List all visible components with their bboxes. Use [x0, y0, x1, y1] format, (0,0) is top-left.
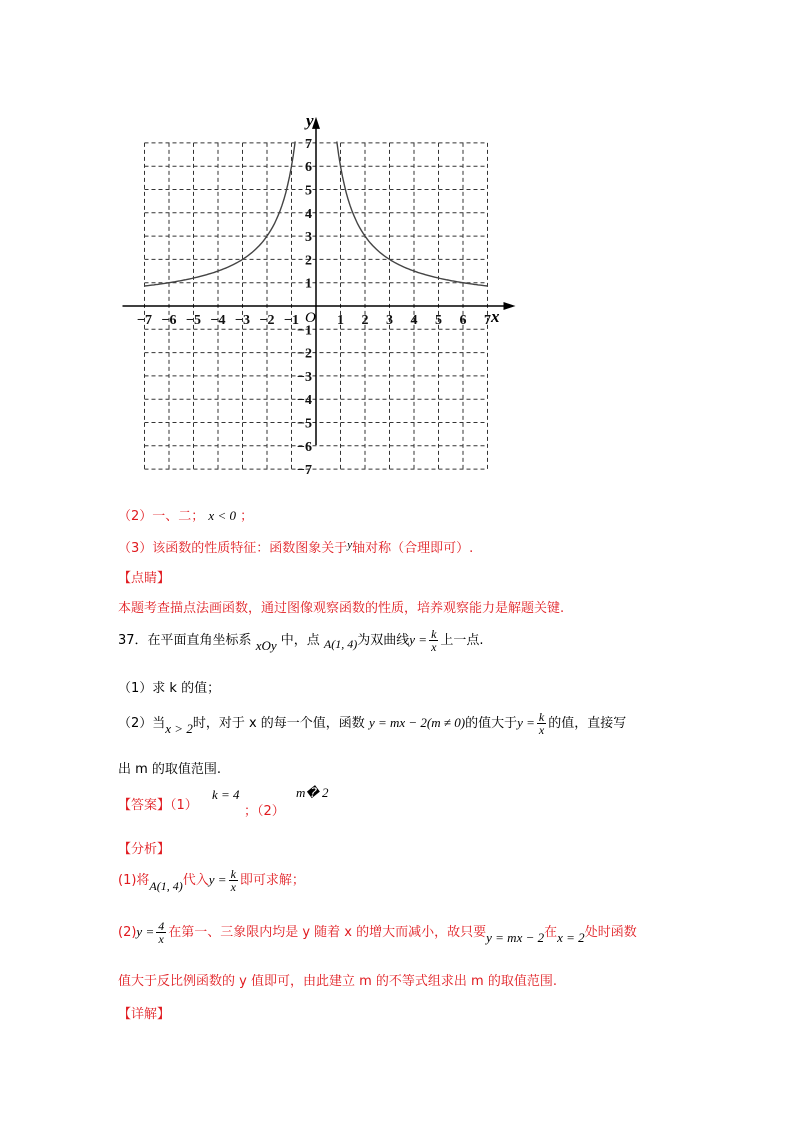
q37-xoy: xOy [255, 638, 277, 653]
analysis-2 [118, 920, 637, 950]
question-37-part-2 [118, 711, 626, 741]
answer-part1: （1） [170, 798, 198, 813]
q2-mid1: 时，对于 x 的每一个值，函数 [192, 716, 365, 731]
q2-frac-num: k [538, 710, 545, 724]
x-tick-label: −3 [235, 313, 250, 328]
q2-frac-den: x [538, 723, 545, 737]
fx2-fraction [156, 920, 166, 945]
y-tick-label: −7 [297, 463, 312, 479]
x-axis-label: x [491, 307, 500, 326]
y-tick-label: −2 [297, 346, 312, 362]
y-tick-label: −6 [297, 439, 312, 455]
x-tick-label: −6 [161, 313, 177, 328]
q2-condition: x > 2 [165, 721, 193, 736]
y-tick-label: 4 [305, 206, 312, 222]
fx1-frac-den: x [230, 880, 236, 894]
fx1-suffix: 即可求解； [239, 873, 305, 888]
y-tick-label: 7 [305, 136, 312, 152]
answer-2-suffix: ； [240, 509, 254, 524]
x-tick-label: 6 [459, 313, 467, 328]
y-tick-label: 1 [305, 276, 312, 292]
answer-3-math: y [347, 539, 353, 551]
question-37-part-2-line2: 出 m 的取值范围. [118, 762, 222, 777]
x-tick-label: −7 [137, 313, 152, 328]
fx2-function: y = mx − 2 [486, 930, 545, 945]
dianjing-heading: 【点睛】 [118, 571, 171, 586]
q37-eq: y = [409, 632, 428, 647]
q2-eq: y = [517, 715, 535, 730]
curve-left-branch [145, 142, 296, 287]
x-tick-label: 5 [435, 313, 442, 328]
fenxi-heading: 【分析】 [118, 842, 171, 857]
answer-2-math: x < 0 [208, 508, 236, 523]
fx1-eq: y = [208, 872, 227, 887]
fx2-x-value: x = 2 [557, 930, 585, 945]
q2-function: y = mx − 2(m ≠ 0) [368, 715, 466, 730]
fx2-frac-den: x [158, 932, 164, 946]
fx2-suffix: 处时函数 [584, 925, 637, 940]
y-axis-label: y [306, 111, 314, 130]
x-tick-label: −1 [284, 313, 299, 328]
answer-m: m� 2 [296, 785, 329, 800]
dianjing-text: 本题考查描点法画函数，通过图像观察函数的性质，培养观察能力是解题关键. [118, 601, 565, 616]
answer-3-prefix: （3）该函数的性质特征：函数图象关于 [118, 541, 348, 556]
q37-frac-num: k [431, 627, 437, 641]
fx2-eq: y = [136, 924, 155, 939]
fx2-mid1: 在第一、三象限内均是 y 随着 x 的增大而减小，故只要 [168, 925, 487, 940]
fx1-point: A(1, 4) [149, 879, 183, 893]
q37-mid2: 为双曲线 [357, 633, 410, 648]
y-tick-label: −4 [297, 393, 312, 409]
answer-3-line [118, 537, 473, 556]
x-tick-label: 2 [361, 313, 369, 328]
y-tick-label: −3 [297, 369, 312, 385]
fx2-frac-num: 4 [158, 919, 165, 933]
x-tick-label: −5 [186, 313, 201, 328]
q37-point-a: A(1, 4) [323, 637, 358, 651]
fx1-fraction [229, 868, 238, 893]
x-tick-label: 4 [410, 313, 418, 328]
q37-mid1: 中，点 [280, 633, 320, 648]
answer-3-suffix: 轴对称（合理即可）. [352, 541, 474, 556]
q2-mid2: 的值大于 [465, 716, 518, 731]
analysis-2-line2: 值大于反比例函数的 y 值即可，由此建立 m 的不等式组求出 m 的取值范围. [118, 974, 557, 989]
q2-suffix: 的值，直接写 [548, 716, 627, 731]
question-37 [118, 628, 484, 658]
answer-k: k = 4 [212, 787, 240, 802]
curve-right-branch [337, 142, 488, 287]
question-37-part-1: （1）求 k 的值； [118, 681, 221, 696]
y-tick-label: 6 [305, 160, 312, 176]
q2-prefix: （2）当 [118, 716, 166, 731]
xiangjie-heading: 【详解】 [118, 1007, 171, 1022]
fx2-prefix: (2) [118, 925, 137, 940]
q37-prefix: 37．在平面直角坐标系 [118, 633, 252, 648]
q37-frac-den: x [431, 640, 437, 654]
fx1-mid: 代入 [182, 873, 209, 888]
x-axis-arrow [504, 302, 516, 310]
function-graph [0, 0, 800, 500]
origin-label: O [305, 310, 316, 326]
answer-2-line [118, 505, 253, 524]
y-tick-label: −5 [297, 416, 312, 432]
graph-tick-labels [137, 137, 491, 478]
fx2-mid2: 在 [544, 925, 558, 940]
q37-fraction [429, 628, 438, 653]
answer-2-prefix: （2）一、二； [118, 509, 205, 524]
x-tick-label: −2 [259, 313, 275, 328]
fx1-prefix: (1)将 [118, 873, 150, 888]
answer-separator: ；（2） [244, 804, 285, 819]
y-tick-label: 5 [305, 183, 312, 199]
x-tick-label: 3 [386, 313, 393, 328]
x-tick-label: −4 [210, 313, 226, 328]
analysis-1 [118, 868, 305, 898]
fx1-frac-num: k [230, 867, 236, 881]
q2-fraction [537, 711, 546, 736]
answer-line [118, 794, 198, 813]
x-tick-label: 7 [484, 313, 491, 328]
y-tick-label: 3 [305, 230, 312, 246]
y-tick-label: 2 [305, 253, 312, 269]
y-tick-label: −1 [297, 323, 312, 339]
q37-suffix: 上一点. [440, 633, 484, 648]
x-tick-label: 1 [337, 313, 344, 328]
answer-heading: 【答案】 [118, 798, 171, 813]
